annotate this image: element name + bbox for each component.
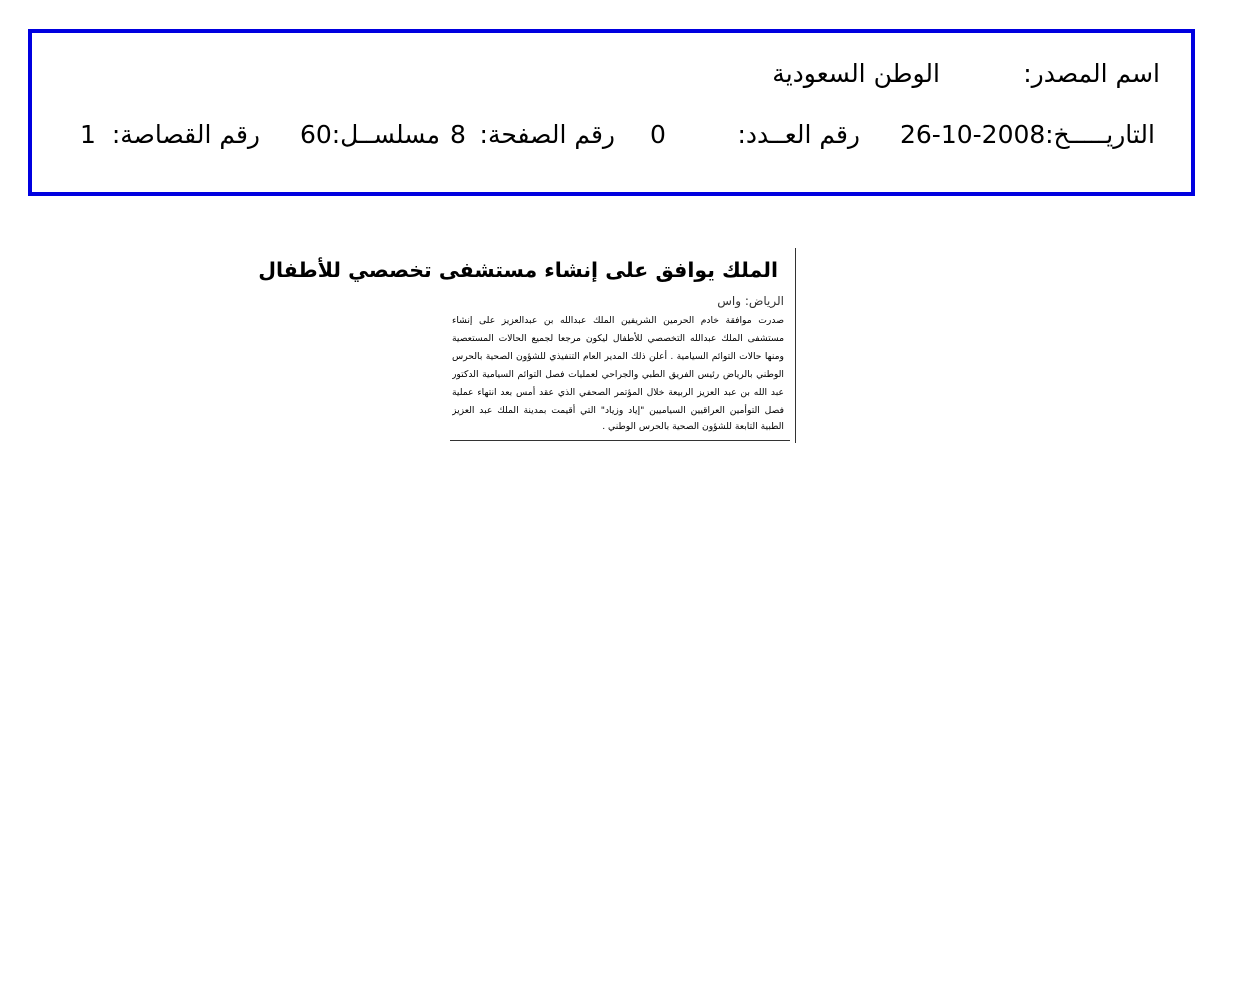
source-value: الوطن السعودية <box>772 59 940 88</box>
article-line: فصل التوأمين العراقيين السياميين "إياد وزياد" التي أقيمت بمدينة الملك عبد العزيز <box>452 405 784 416</box>
source-label: اسم المصدر: <box>1023 59 1160 88</box>
article-line: صدرت موافقة خادم الحرمين الشريفين الملك عبدالله بن عبدالعزيز على إنشاء <box>452 315 784 326</box>
page-number-value: 8 <box>450 120 466 149</box>
clipping-info-box <box>28 29 1195 196</box>
date-value: 26-10-2008 <box>900 120 1046 149</box>
issue-value: 0 <box>650 120 666 149</box>
article-line: الطبية التابعة للشؤون الصحية بالحرس الوطني . <box>602 421 784 432</box>
page-number-label: رقم الصفحة: <box>479 120 615 149</box>
serial-value: 60 <box>300 120 332 149</box>
serial-label: مسلســل: <box>331 120 440 149</box>
clipping-number-value: 1 <box>80 120 96 149</box>
article-dateline: الرياض: واس <box>717 294 784 308</box>
date-label: التاريـــــخ: <box>1045 120 1155 149</box>
clipping-column-rule <box>795 248 796 443</box>
clipping-bottom-rule <box>450 440 790 441</box>
article-line: مستشفى الملك عبدالله التخصصي للأطفال ليكون مرجعا لجميع الحالات المستعصية <box>452 333 784 344</box>
article-headline: الملك يوافق على إنشاء مستشفى تخصصي للأطفال <box>258 258 778 282</box>
article-line: الوطني بالرياض رئيس الفريق الطبي والجراحي لعمليات فصل التوائم السيامية الدكتور <box>452 369 784 380</box>
clipping-number-label: رقم القصاصة: <box>111 120 260 149</box>
issue-label: رقم العــدد: <box>737 120 860 149</box>
article-line: ومنها حالات التوائم السيامية . أعلن ذلك المدير العام التنفيذي للشؤون الصحية بالحرس <box>452 351 784 362</box>
article-line: عبد الله بن عبد العزيز الربيعة خلال المؤتمر الصحفي الذي عقد أمس بعد انتهاء عملية <box>452 387 784 398</box>
newspaper-clipping <box>258 248 796 443</box>
